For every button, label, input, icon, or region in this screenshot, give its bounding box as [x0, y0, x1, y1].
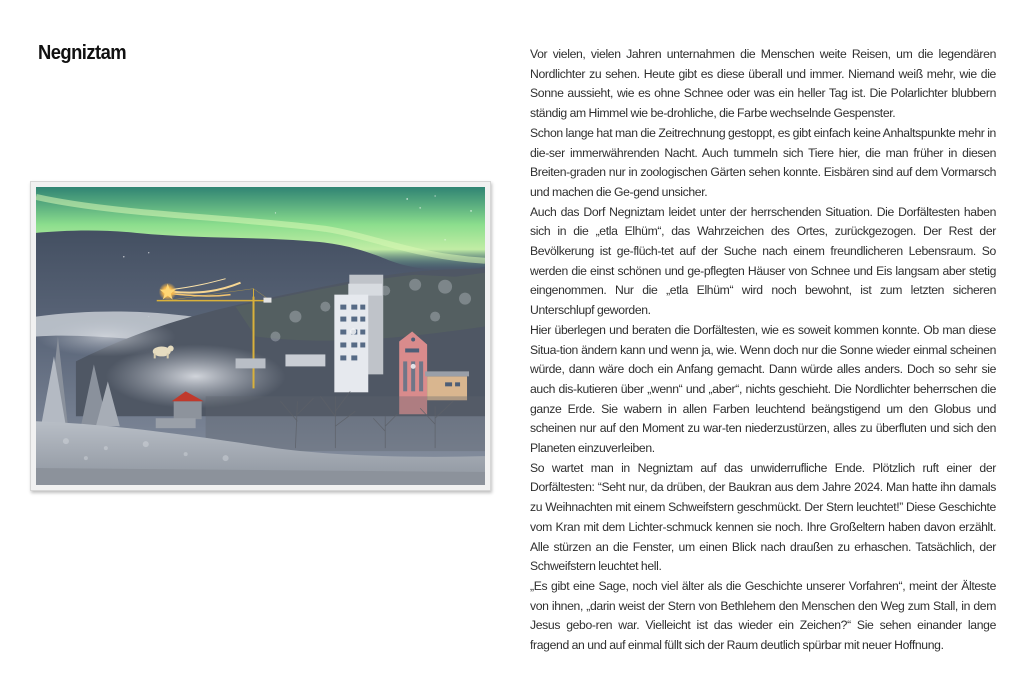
story-text	[530, 45, 996, 656]
story-paragraph: „Es gibt eine Sage, noch viel älter als die Geschichte unserer Vorfahren“, meint der Älteste von ihnen, „darin weist der Stern von Bethlehem den Menschen den Weg zum Stall, in dem Jesus gebo-ren war. Vielleicht ist das wieder ein Zeichen?“ Sie sehen einander lange fragend an und auf einmal füllt sich der Raum deutlich spürbar mit neuer Hoffnung.	[530, 578, 996, 653]
illustration-frame	[30, 181, 491, 491]
page-title: Negniztam	[38, 42, 127, 64]
story-paragraph: So wartet man in Negniztam auf das unwiderrufliche Ende. Plötzlich ruft einer der Dorfältesten: “Seht nur, da drüben, der Baukran aus dem Jahre 2024. Man hatte ihn damals zu Weihnachten mit einem Schweifstern geschmückt. Der Stern leuchtet!” Diese Geschichte vom Kran mit dem Lichter-schmuck kennen sie noch. Ihre Großeltern haben davon erzählt. Alle stürzen an die Fenster, um einen Blick nach draußen zu erhaschen. Tatsächlich, der Schweifstern leuchtet hell.	[530, 460, 996, 574]
village-night-illustration	[36, 187, 485, 485]
story-paragraph: Vor vielen, vielen Jahren unternahmen die Menschen weite Reisen, um die legendären Nordlichter zu sehen. Heute gibt es diese überall und immer. Niemand weiß mehr, wie die Sonne aussieht, wie es ohne Schnee oder was ein heller Tag ist. Die Polarlichter blubbern ständig am Himmel wie be-drohliche, die Farbe wechselnde Gespenster.	[530, 47, 996, 121]
beige-building	[425, 371, 469, 400]
story-paragraph: Hier überlegen und beraten die Dorfältesten, wie es soweit kommen konnte. Ob man diese Situa-tion ändern kann und wenn ja, wie. Wenn doch nur die Sonne wieder einmal scheinen würde, dann wäre doch ein Anfang gemacht. Dann würde alles anders. Doch so sehr sie auch dis-kutieren über „wenn“ und „aber“, nichts geschieht. Die Nordlichter beherrschen die ganze Erde. Sie wabern in allen Farben leuchtend beängstigend um den Globus und scheinen nur auf den Moment zu war-ten niederzustürzen, alles zu überfluten und sich den Planeten einzuverleiben.	[530, 322, 996, 456]
story-paragraph: Schon lange hat man die Zeitrechnung gestoppt, es gibt einfach keine Anhaltspunkte mehr in die-ser immerwährenden Nacht. Auch tummeln sich Tiere hier, die man früher in diesen Breiten-graden nur in zoologischen Gärten sehen konnte. Eisbären sind auf dem Vormarsch und machen die Ge-gend unsicher.	[530, 125, 996, 199]
story-paragraph: Auch das Dorf Negniztam leidet unter der herrschenden Situation. Die Dorfältesten haben sich in die „etla Elhüm“, das Wahrzeichen des Ortes, zurückgezogen. Der Rest der Bevölkerung ist ge-flüch-tet auf der Suche nach einem freundlicheren Lebensraum. So werden die einst schönen und ge-pflegten Häuser von Schnee und Eis langsam aber stetig eingenommen. Nur die „etla Elhüm“ wird noch bewohnt, ist zum letzten sicheren Unterschlupf geworden.	[530, 204, 996, 318]
